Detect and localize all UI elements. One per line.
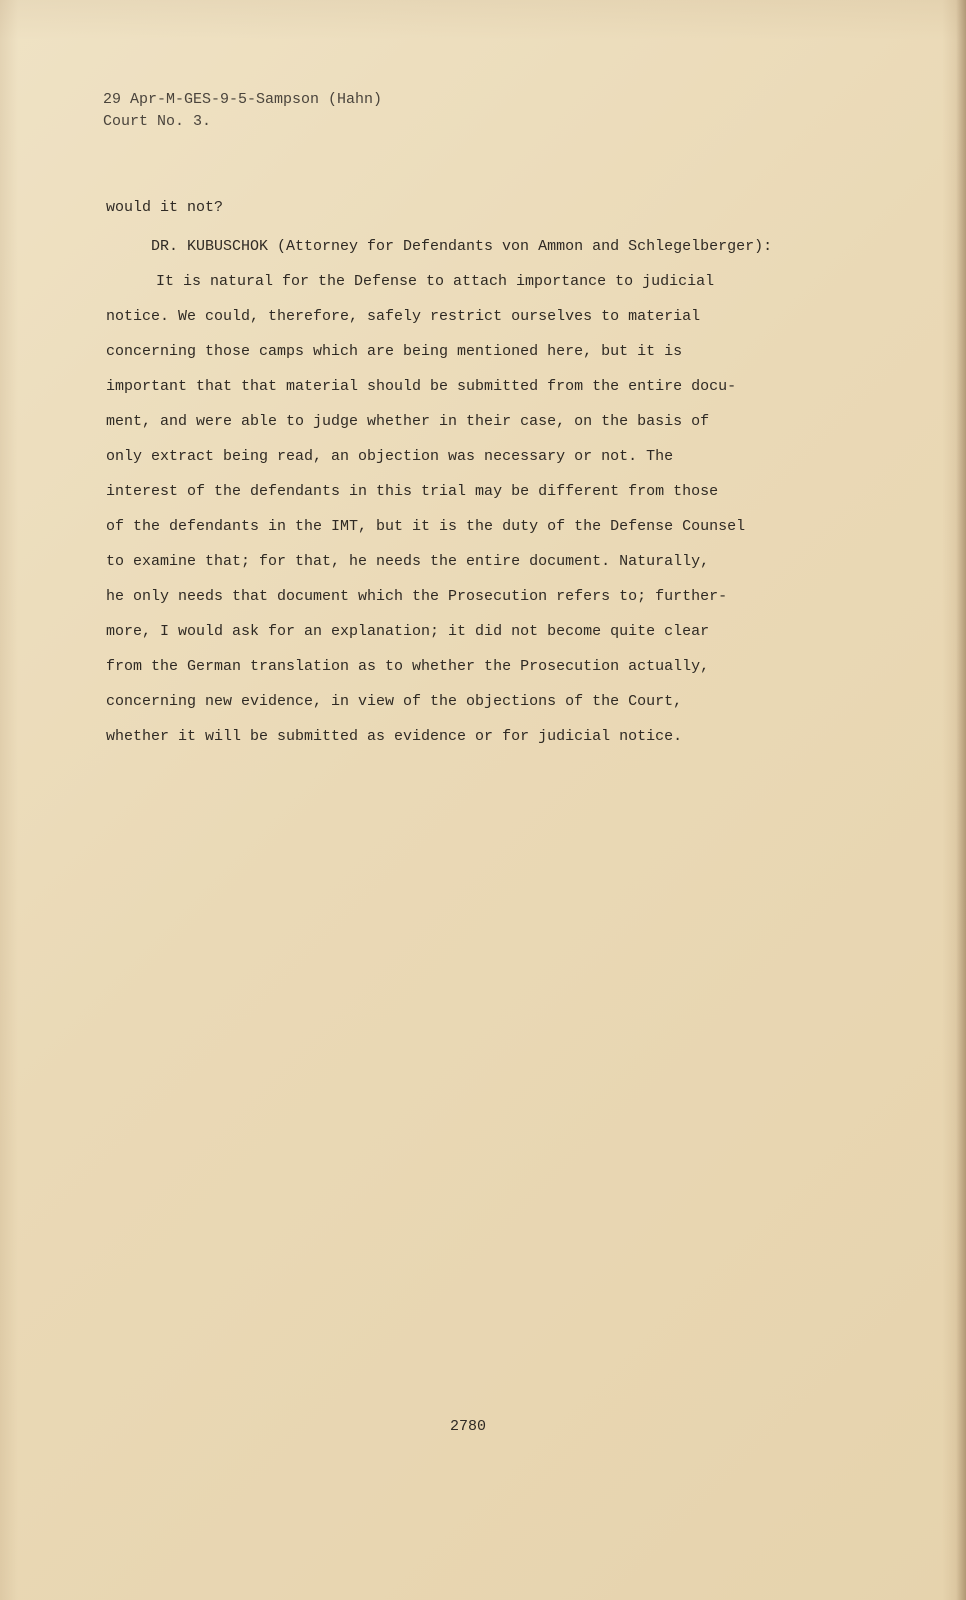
page-edge-shadow: [956, 0, 966, 1600]
speaker-line: DR. KUBUSCHOK (Attorney for Defendants von Ammon and Schlegelberger):: [151, 238, 773, 255]
transcript-line: interest of the defendants in this trial may be different from those: [106, 483, 719, 500]
transcript-line: ment, and were able to judge whether in their case, on the basis of: [106, 413, 710, 430]
transcript-line: concerning new evidence, in view of the objections of the Court,: [106, 693, 683, 710]
header-court-line: Court No. 3.: [103, 113, 212, 130]
header-reference-line: 29 Apr-M-GES-9-5-Sampson (Hahn): [103, 91, 383, 108]
transcript-line: only extract being read, an objection was necessary or not. The: [106, 448, 674, 465]
page-number: 2780: [450, 1418, 487, 1435]
transcript-line: whether it will be submitted as evidence or for judicial notice.: [106, 728, 683, 745]
transcript-line: important that that material should be submitted from the entire docu-: [106, 378, 737, 395]
transcript-line: he only needs that document which the Prosecution refers to; further-: [106, 588, 728, 605]
transcript-line: of the defendants in the IMT, but it is the duty of the Defense Counsel: [106, 518, 746, 535]
transcript-line: would it not?: [106, 199, 224, 216]
transcript-line: It is natural for the Defense to attach importance to judicial: [156, 273, 715, 290]
transcript-line: notice. We could, therefore, safely restrict ourselves to material: [106, 308, 701, 325]
document-header: [103, 89, 382, 133]
transcript-body: [106, 190, 866, 754]
transcript-line: concerning those camps which are being mentioned here, but it is: [106, 343, 683, 360]
transcript-line: to examine that; for that, he needs the entire document. Naturally,: [106, 553, 710, 570]
transcript-line: from the German translation as to whether the Prosecution actually,: [106, 658, 710, 675]
transcript-line: more, I would ask for an explanation; it did not become quite clear: [106, 623, 710, 640]
